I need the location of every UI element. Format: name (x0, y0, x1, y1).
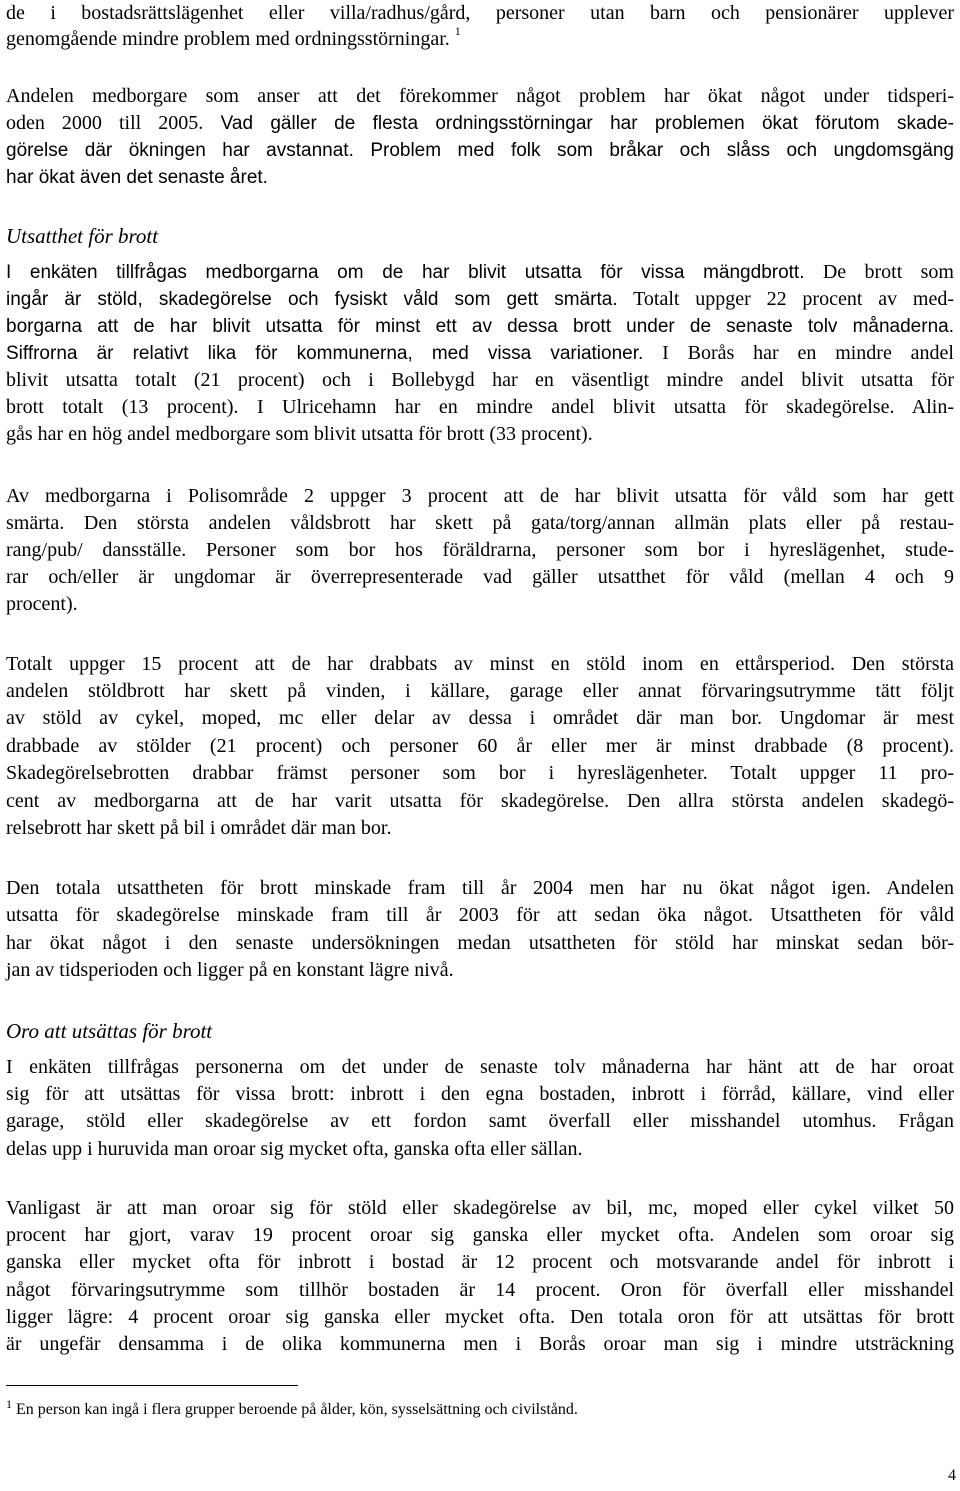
text-run-sans: ingår är stöld, skadegörelse och fysiskt våld som gett smärta. (6, 289, 618, 310)
footnote-reference: 1 (454, 24, 461, 38)
section-heading: Utsatthet för brott (6, 224, 159, 248)
text-run: cent av medborgarna att de har varit utsatta för skadegörelse. Den allra största andelen skadegö- (6, 790, 954, 812)
paragraph-line (6, 1304, 954, 1330)
text-run: gås har en hög andel medborgare som blivit utsatta för brott (33 procent). (6, 423, 593, 445)
text-run: Totalt uppger 15 procent att de har drabbats av minst en stöld inom en ettårsperiod. Den största (6, 653, 954, 675)
text-run: Den totala utsattheten för brott minskade fram till år 2004 men har nu ökat något igen. Andelen (6, 877, 954, 899)
paragraph-line (6, 564, 954, 590)
paragraph-line (6, 286, 954, 312)
paragraph-line (6, 313, 954, 339)
paragraph-line (6, 957, 954, 983)
paragraph-line (6, 137, 954, 163)
paragraph-line (6, 0, 954, 26)
text-run: Totalt uppger 22 procent av med- (617, 288, 955, 310)
text-run: procent). (6, 593, 78, 615)
paragraph-line (6, 902, 954, 928)
text-run: sig för att utsättas för vissa brott: inbrott i den egna bostaden, inbrott i förråd, källare, vind eller (6, 1083, 954, 1105)
paragraph-line (6, 83, 954, 109)
paragraph-line (6, 1081, 954, 1107)
paragraph-line (6, 1249, 954, 1275)
text-run: rang/pub/ dansställe. Personer som bor hos föräldrarna, personer som bor i hyreslägenhet, stude- (6, 539, 954, 561)
paragraph-line (6, 164, 954, 190)
paragraph-line (6, 510, 954, 536)
footnote (6, 1399, 578, 1421)
paragraph-line (6, 340, 954, 366)
text-run: de i bostadsrättslägenhet eller villa/radhus/gård, personer utan barn och pensionärer upplever (6, 2, 954, 24)
text-run: Andelen medborgare som anser att det förekommer något problem har ökat något under tidsperi- (6, 85, 954, 107)
section-heading: Oro att utsättas för brott (6, 1019, 213, 1043)
paragraph-line (6, 678, 954, 704)
text-run-sans: Problem med folk som bråkar och slåss och ungdomsgäng (353, 140, 954, 161)
paragraph-line (6, 1331, 954, 1357)
paragraph-line (6, 1136, 954, 1162)
text-run: ligger lägre: 4 procent oroar sig ganska eller mycket ofta. Den totala oron för att utsättas för brott (6, 1306, 954, 1328)
paragraph-line (6, 788, 954, 814)
paragraph-line (6, 705, 954, 731)
paragraph-line (6, 259, 954, 285)
paragraph-line (6, 394, 954, 420)
text-run-sans: Vad gäller de flesta ordningsstörningar har problemen ökat förutom skade- (203, 113, 954, 134)
text-run: andelen stöldbrott har skett på vinden, i källare, garage eller annat förvaringsutrymme tätt följt (6, 680, 954, 702)
text-run: Skadegörelsebrotten drabbar främst personer som bor i hyreslägenheter. Totalt uppger 11 pro- (6, 762, 954, 784)
text-run-sans: Siffrorna är relativt lika för kommunerna, med vissa variationer. (6, 343, 644, 364)
text-run: är ungefär densamma i de olika kommunerna men i Borås oroar man sig i mindre utsträckning (6, 1333, 954, 1355)
paragraph-line (6, 591, 954, 617)
text-run: brott totalt (13 procent). I Ulricehamn har en mindre andel blivit utsatta för skadegörelse. Alin- (6, 396, 954, 418)
paragraph-line (6, 367, 954, 393)
text-run-sans: har ökat även det senaste året. (6, 167, 268, 188)
text-run: blivit utsatta totalt (21 procent) och i Bollebygd har en väsentligt mindre andel blivit utsatta för (6, 369, 954, 391)
text-run: procent har gjort, varav 19 procent oroar sig ganska eller mycket ofta. Andelen som oroar sig (6, 1224, 954, 1246)
text-run-sans: borgarna att de har blivit utsatta för minst ett av dessa brott under de senaste tolv månaderna. (6, 316, 954, 337)
paragraph-line (6, 110, 954, 136)
text-run: drabbade av stölder (21 procent) och personer 60 år eller mer är minst drabbade (8 procent). (6, 735, 954, 757)
text-run: av stöld av cykel, moped, mc eller delar av dessa i området där man bor. Ungdomar är mest (6, 707, 954, 729)
page-number: 4 (948, 1467, 956, 1484)
paragraph-line (6, 1277, 954, 1303)
paragraph-line (6, 815, 954, 841)
text-run: Av medborgarna i Polisområde 2 uppger 3 procent att de har blivit utsatta för våld som har gett (6, 485, 954, 507)
text-run: ganska eller mycket ofta för inbrott i bostad är 12 procent och motsvarande andel för inbrott i (6, 1251, 954, 1273)
text-run: relsebrott har skett på bil i området där man bor. (6, 817, 392, 839)
paragraph-line (6, 733, 954, 759)
footnote-text: En person kan ingå i flera grupper beroende på ålder, kön, sysselsättning och civilstånd. (16, 1401, 578, 1418)
paragraph-line (6, 875, 954, 901)
paragraph-line (6, 1222, 954, 1248)
paragraph-line (6, 1108, 954, 1134)
text-run-sans: görelse där ökningen har avstannat. (6, 140, 354, 161)
paragraph-line (6, 760, 954, 786)
text-run: delas upp i huruvida man oroar sig mycket ofta, ganska ofta eller sällan. (6, 1138, 583, 1160)
text-run: jan av tidsperioden och ligger på en konstant lägre nivå. (6, 959, 454, 981)
text-run: smärta. Den största andelen våldsbrott har skett på gata/torg/annan allmän plats eller på restau- (6, 512, 954, 534)
paragraph-line (6, 651, 954, 677)
paragraph-line (6, 930, 954, 956)
text-run: något förvaringsutrymme som tillhör bostaden är 14 procent. Oron för överfall eller misshandel (6, 1279, 954, 1301)
paragraph-line (6, 421, 954, 447)
footnote-separator (6, 1385, 298, 1386)
text-run: oden 2000 till 2005. (6, 112, 204, 134)
paragraph-line (6, 1054, 954, 1080)
text-run: I Borås har en mindre andel (643, 342, 954, 364)
text-run: I enkäten tillfrågas personerna om det under de senaste tolv månaderna har hänt att de har oroat (6, 1056, 954, 1078)
text-run: Vanligast är att man oroar sig för stöld eller skadegörelse av bil, mc, moped eller cykel vilket 50 (6, 1197, 954, 1219)
text-run: De brott som (804, 261, 954, 283)
text-run: utsatta för skadegörelse minskade fram till år 2003 för att sedan öka något. Utsattheten för våld (6, 904, 954, 926)
text-run-sans: I enkäten tillfrågas medborgarna om de har blivit utsatta för vissa mängdbrott. (6, 262, 805, 283)
paragraph-line (6, 537, 954, 563)
paragraph-line (6, 1195, 954, 1221)
paragraph-line (6, 26, 954, 52)
text-run: har ökat något i den senaste undersökningen medan utsattheten för stöld har minskat sedan bör- (6, 932, 954, 954)
footnote-mark: 1 (6, 1397, 12, 1411)
text-run: genomgående mindre problem med ordningsstörningar. (6, 28, 450, 50)
text-run: rar och/eller är ungdomar är överrepresenterade vad gäller utsatthet för våld (mellan 4 och 9 (6, 566, 954, 588)
text-run: garage, stöld eller skadegörelse av ett fordon samt överfall eller misshandel utomhus. Frågan (6, 1110, 954, 1132)
paragraph-line (6, 483, 954, 509)
